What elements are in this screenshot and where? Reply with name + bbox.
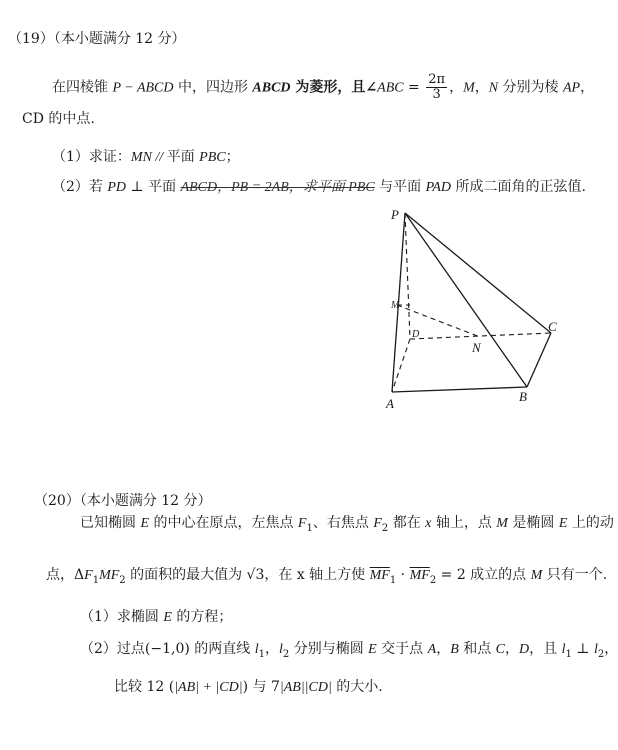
subscript: 2: [429, 574, 437, 586]
label-C: C: [548, 319, 557, 334]
text: ，: [449, 79, 464, 96]
q20-statement-line2: [46, 566, 607, 590]
text: 的大小.: [331, 679, 383, 695]
subscript: 2: [282, 648, 290, 660]
q20-statement-line1: [80, 514, 614, 538]
math: ABC: [377, 80, 404, 96]
q19-statement-line2: CD 的中点.: [22, 111, 95, 127]
subscript: 1: [258, 648, 265, 660]
math: B: [450, 642, 459, 657]
text: 交于点: [376, 641, 428, 657]
subscript: 1: [389, 574, 397, 586]
text: 在四棱锥: [52, 79, 113, 96]
scribbled-math: ABCD，PB = 2AB，求平面 PBC: [180, 180, 375, 195]
math: F: [84, 568, 93, 583]
math: l: [593, 642, 598, 657]
text: （1）求椭圆: [80, 609, 164, 625]
math: C: [495, 642, 506, 657]
math: P − ABCD: [112, 80, 174, 96]
text: 轴上，点: [431, 515, 497, 531]
math: F: [373, 516, 382, 531]
fraction-2pi-over-3: [426, 73, 447, 102]
math: PAD: [425, 180, 452, 195]
q19-statement-line1: [52, 73, 594, 102]
subscript: 1: [565, 648, 572, 660]
text: ，: [505, 641, 520, 657]
math: MN //: [130, 150, 167, 165]
math: E: [368, 642, 377, 657]
text: ·: [396, 567, 410, 583]
math: MF: [99, 568, 120, 583]
math: D: [519, 642, 530, 657]
text: ，: [604, 641, 618, 657]
subscript: 2: [119, 574, 126, 586]
text: 只有一个.: [542, 567, 608, 583]
math: A: [427, 642, 437, 657]
label-A: A: [386, 396, 394, 411]
text: 、右焦点: [312, 515, 374, 531]
subscript: 2: [597, 648, 605, 660]
text: 都在: [388, 515, 426, 531]
math: |AB| + |CD|: [174, 680, 243, 695]
math: E: [140, 516, 150, 531]
q20-compare: [114, 678, 383, 697]
text: 与平面: [374, 179, 426, 195]
text: ，且: [529, 641, 562, 657]
math: x: [425, 516, 432, 531]
label-B: B: [519, 389, 527, 404]
text: 是椭圆: [507, 515, 559, 531]
math: AP: [562, 80, 581, 96]
text: ，: [265, 641, 279, 657]
math: l: [561, 642, 566, 657]
text: （1）求证：: [52, 149, 131, 165]
math: F: [297, 516, 307, 531]
text: 点，Δ: [46, 567, 85, 583]
label-P: P: [391, 207, 399, 222]
text: 平面: [166, 149, 200, 165]
text: ，: [580, 79, 595, 96]
math: |AB||CD|: [279, 680, 332, 695]
numerator: 2π: [428, 72, 446, 87]
text: 的中心在原点，左焦点: [149, 515, 298, 531]
vector: $\overline{MF}$: [409, 568, 430, 583]
text: 上的动: [567, 515, 614, 531]
text: 为菱形，且∠: [290, 79, 378, 96]
q19-part1: [52, 148, 240, 167]
subscript: 1: [306, 522, 313, 534]
q19-header: （19）（本小题满分 12 分）: [8, 31, 186, 47]
q20-part2: [80, 640, 618, 664]
q20-header: （20）（本小题满分 12 分）: [34, 493, 212, 509]
label-N: N: [472, 340, 481, 355]
text: （2）过点(−1,0) 的两直线: [80, 641, 255, 657]
math: E: [558, 516, 568, 531]
text: （2）若: [52, 179, 108, 195]
math: N: [488, 80, 499, 96]
math: E: [163, 610, 172, 625]
math: M: [463, 80, 475, 96]
denominator: 3: [432, 87, 441, 102]
text: ⊥: [571, 641, 594, 657]
subscript: 2: [381, 522, 389, 534]
text: 中，四边形: [173, 79, 253, 96]
math: l: [254, 642, 259, 657]
math: PD: [107, 180, 127, 195]
text: 所成二面角的正弦值.: [451, 179, 586, 195]
math: M: [530, 568, 543, 583]
text: ，: [474, 79, 489, 96]
q20-part1: [80, 608, 232, 627]
label-M: M: [391, 300, 400, 311]
text: ，: [436, 641, 451, 657]
text: ；: [225, 149, 240, 165]
text: 和点: [458, 641, 496, 657]
text: ⊥ 平面: [126, 179, 181, 195]
text: 分别与椭圆: [289, 641, 369, 657]
vector: $\overline{MF}$: [369, 568, 390, 583]
text: =: [403, 79, 425, 96]
subscript: 1: [92, 574, 100, 586]
label-D: D: [412, 329, 420, 340]
text: 分别为棱: [498, 79, 563, 96]
text: 已知椭圆: [80, 515, 141, 531]
math: PBC: [199, 150, 226, 165]
math: ABCD: [252, 80, 291, 96]
text: 的方程；: [171, 609, 233, 625]
q19-part2: [52, 178, 586, 197]
math: l: [279, 642, 283, 657]
text: ) 与 7: [242, 679, 280, 695]
math: M: [496, 516, 508, 531]
text: = 2 成立的点: [436, 567, 531, 583]
text: 的面积的最大值为 √3，在 x 轴上方使: [125, 567, 370, 583]
text: 比较 12 (: [114, 679, 175, 695]
